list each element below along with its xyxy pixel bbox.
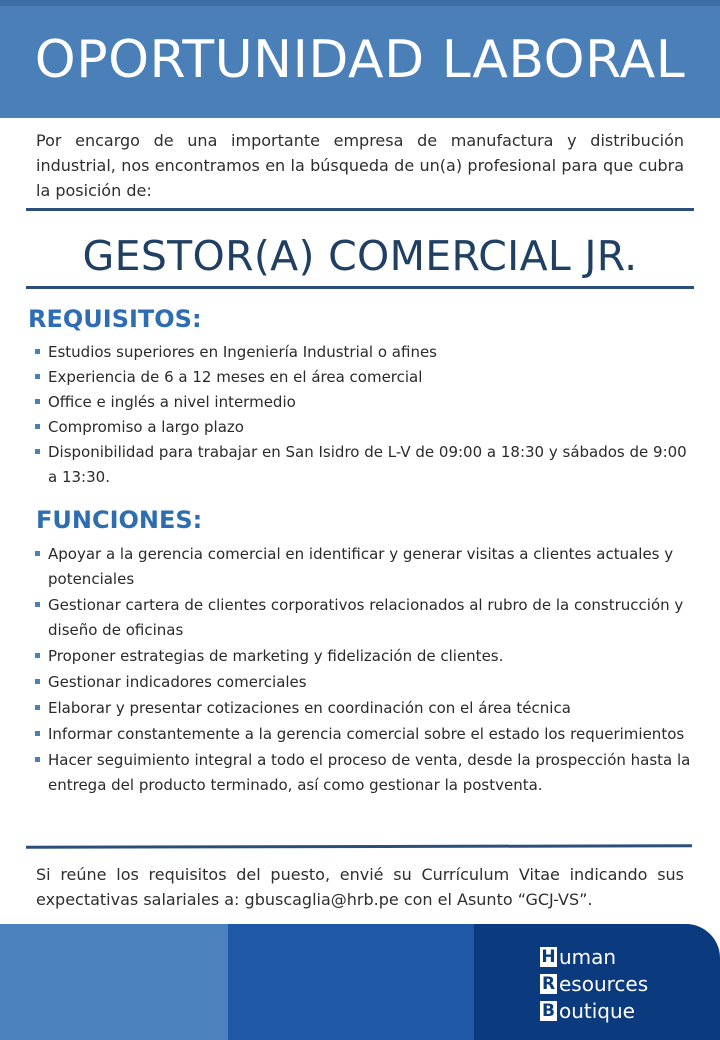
list-item: [35, 748, 695, 798]
intro-paragraph: Por encargo de una importante empresa de manufactura y distribución industrial, nos encontramos en la búsqueda de un(a) profesional para que cubra la posición de:: [36, 131, 684, 200]
list-item-text: Experiencia de 6 a 12 meses en el área comercial: [48, 368, 423, 386]
list-item-text: Estudios superiores en Ingeniería Industrial o afines: [48, 343, 437, 361]
list-item-text: Disponibilidad para trabajar en San Isidro de L-V de 09:00 a 18:30 y sábados de 9:00 a 13:30.: [48, 443, 687, 486]
list-item-text: Elaborar y presentar cotizaciones en coordinación con el área técnica: [48, 699, 571, 717]
bullet-icon: [35, 449, 40, 454]
list-item: [35, 365, 700, 390]
list-item-text: Compromiso a largo plazo: [48, 418, 244, 436]
logo-letter-box: B: [540, 1001, 557, 1021]
requisitos-list: [35, 340, 700, 490]
list-item-text: Gestionar cartera de clientes corporativos relacionados al rubro de la construcción y diseño de oficinas: [48, 596, 684, 639]
list-item: [35, 440, 700, 490]
bullet-icon: [35, 602, 40, 607]
divider: [26, 208, 694, 211]
list-item: [35, 390, 700, 415]
list-item-text: Informar constantemente a la gerencia comercial sobre el estado los requerimientos: [48, 725, 685, 743]
funciones-heading: FUNCIONES:: [36, 506, 203, 534]
logo-row: [540, 944, 648, 970]
list-item: [35, 644, 695, 669]
hrb-logo: [540, 944, 648, 1025]
logo-letter-box: H: [541, 947, 556, 967]
list-item: [35, 670, 695, 695]
list-item: [35, 722, 695, 747]
list-item-text: Hacer seguimiento integral a todo el proceso de venta, desde la prospección hasta la entrega del producto terminado, así como gestionar la postventa.: [48, 751, 691, 794]
bullet-icon: [35, 705, 40, 710]
list-item: [35, 542, 695, 592]
funciones-list: [35, 542, 695, 799]
bullet-icon: [35, 679, 40, 684]
application-instructions: Si reúne los requisitos del puesto, envié su Currículum Vitae indicando sus expectativas salariales a: gbuscaglia@hrb.pe con el Asunto “GCJ-VS”.: [36, 865, 684, 909]
list-item-text: Office e inglés a nivel intermedio: [48, 393, 296, 411]
logo-letter-box: R: [541, 974, 556, 994]
list-item-text: Proponer estrategias de marketing y fidelización de clientes.: [48, 647, 504, 665]
list-item: [35, 340, 700, 365]
list-item: [35, 593, 695, 643]
bullet-icon: [35, 349, 40, 354]
bullet-icon: [35, 551, 40, 556]
list-item-text: Gestionar indicadores comerciales: [48, 673, 307, 691]
list-item: [35, 696, 695, 721]
requisitos-heading: REQUISITOS:: [28, 305, 202, 333]
logo-word: esources: [559, 972, 649, 996]
logo-row: [540, 971, 648, 997]
bullet-icon: [35, 757, 40, 762]
bullet-icon: [35, 653, 40, 658]
bullet-icon: [35, 731, 40, 736]
header-banner: [0, 0, 720, 118]
divider: [26, 286, 694, 289]
page-title: OPORTUNIDAD LABORAL: [34, 30, 686, 90]
footer-block-middle: [228, 924, 474, 1040]
bullet-icon: [35, 424, 40, 429]
logo-word: uman: [559, 945, 617, 969]
logo-word: outique: [559, 999, 635, 1023]
logo-row: [540, 998, 648, 1024]
list-item-text: Apoyar a la gerencia comercial en identificar y generar visitas a clientes actuales y potenciales: [48, 545, 674, 588]
position-title: GESTOR(A) COMERCIAL JR.: [82, 232, 638, 280]
bullet-icon: [35, 399, 40, 404]
footer-block-left: [0, 924, 228, 1040]
divider: [26, 844, 692, 848]
bullet-icon: [35, 374, 40, 379]
footer-band: [0, 924, 720, 1040]
list-item: [35, 415, 700, 440]
